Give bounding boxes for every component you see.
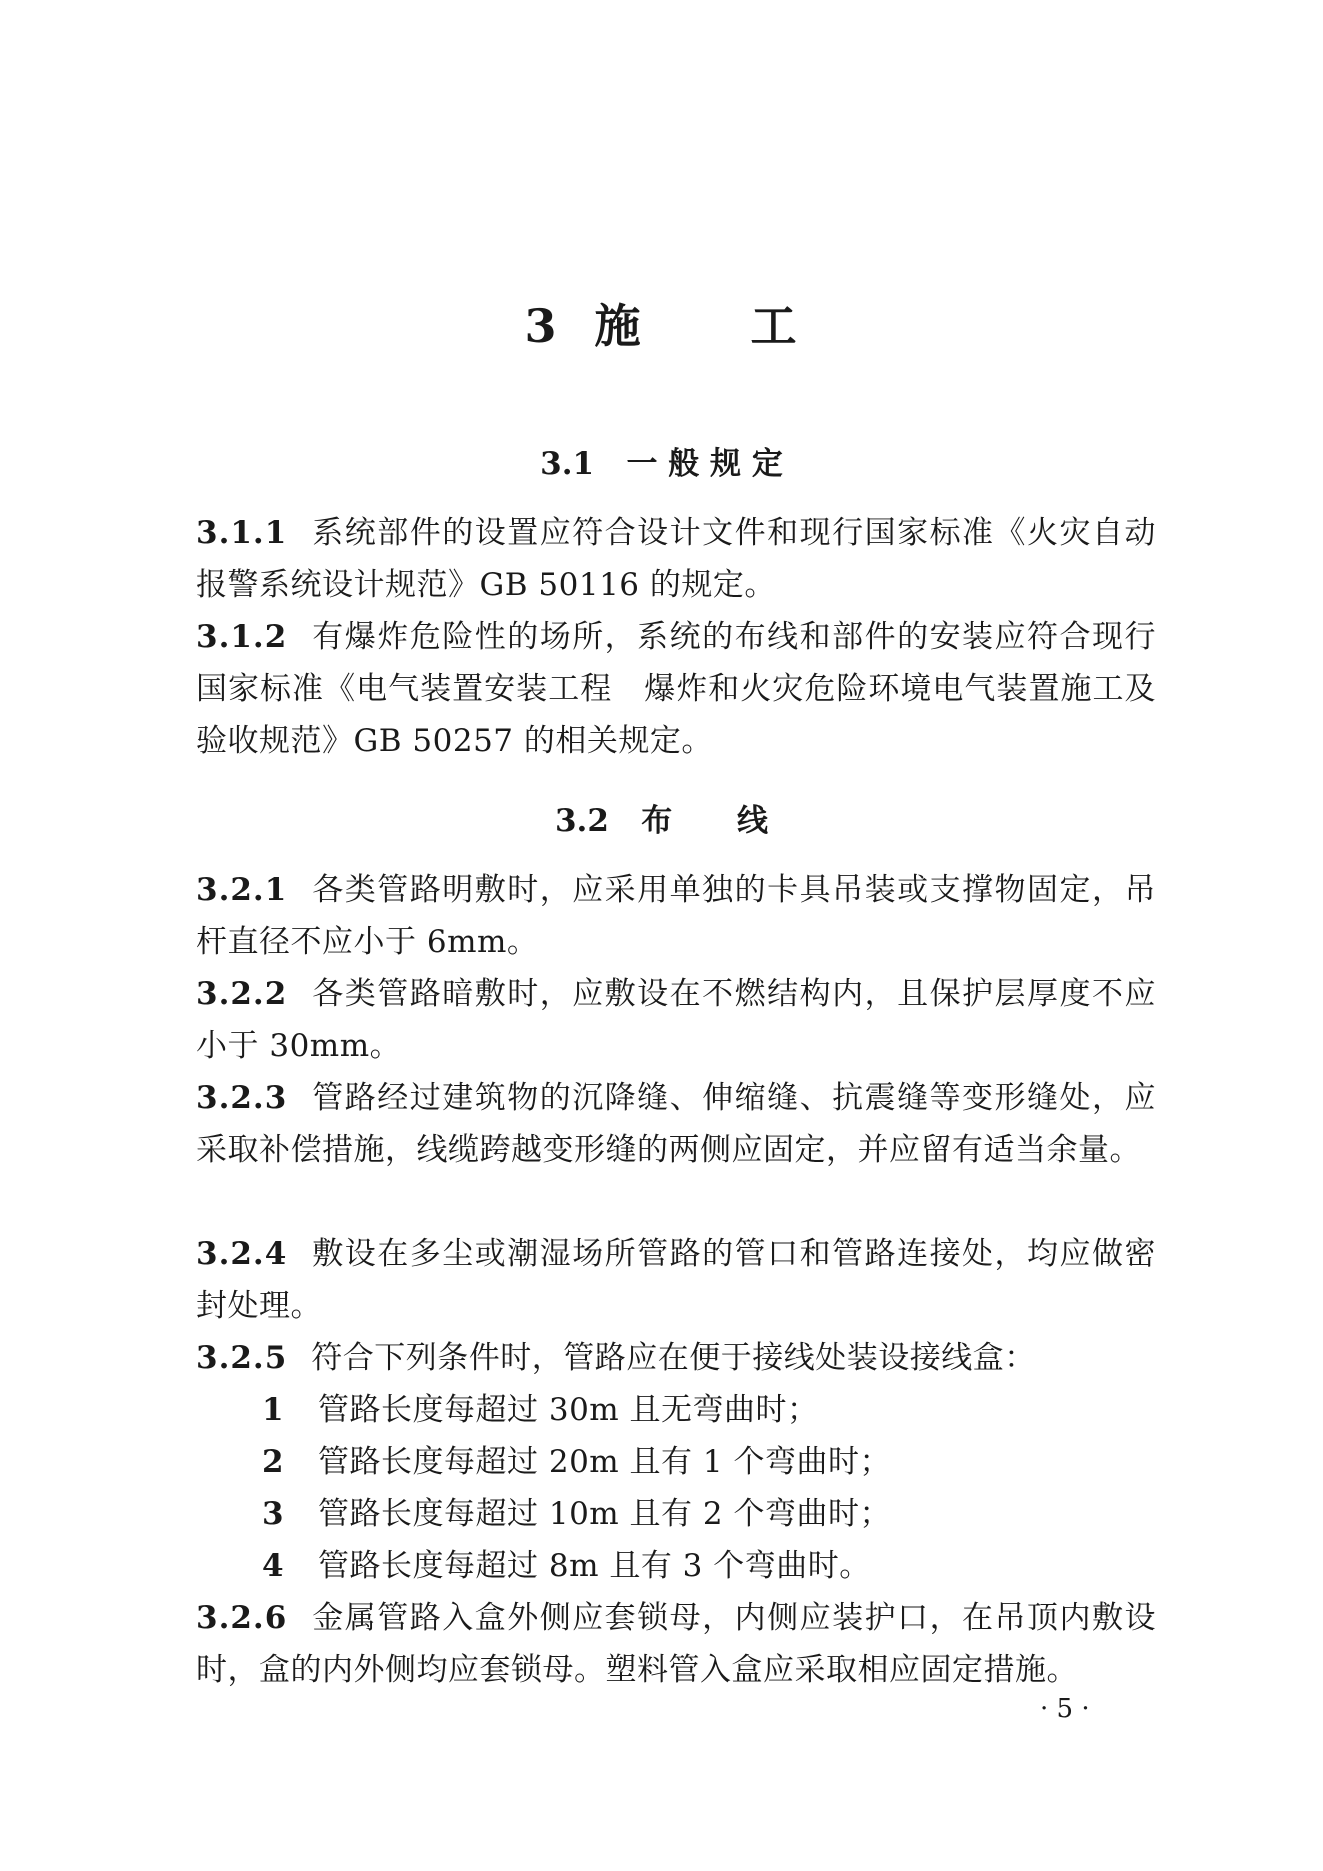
- list-item-number: 3: [262, 1496, 285, 1532]
- list-item: [262, 1436, 1142, 1488]
- clause-number: 3.2.4: [196, 1236, 288, 1272]
- clause-number: 3.2.1: [196, 872, 288, 908]
- list-item: [262, 1540, 1142, 1592]
- list-item-text: 管路长度每超过 30m 且无弯曲时；: [318, 1392, 819, 1428]
- clause-text: 管路经过建筑物的沉降缝、伸缩缝、抗震缝等变形缝处，应采取补偿措施，线缆跨越变形缝的两侧应固定，并应留有适当余量。: [196, 1080, 1156, 1168]
- clause-3-1-2: [196, 611, 1156, 767]
- clause-number: 3.1.2: [196, 619, 288, 655]
- list-item-number: 2: [262, 1444, 285, 1480]
- list-item-text: 管路长度每超过 20m 且有 1 个弯曲时；: [318, 1444, 891, 1480]
- clause-text: 符合下列条件时，管路应在便于接线处装设接线盒：: [311, 1340, 1036, 1376]
- clause-text: 系统部件的设置应符合设计文件和现行国家标准《火灾自动报警系统设计规范》GB 50116 的规定。: [196, 515, 1156, 603]
- clause-3-2-3: [196, 1072, 1156, 1176]
- clause-3-2-4: [196, 1228, 1156, 1332]
- list-item-text: 管路长度每超过 8m 且有 3 个弯曲时。: [318, 1548, 871, 1584]
- clause-3-2-5: [196, 1332, 1156, 1384]
- clause-text: 各类管路明敷时，应采用单独的卡具吊装或支撑物固定，吊杆直径不应小于 6mm。: [196, 872, 1156, 960]
- clause-text: 敷设在多尘或潮湿场所管路的管口和管路连接处，均应做密封处理。: [196, 1236, 1156, 1324]
- clause-3-2-1: [196, 864, 1156, 968]
- list-item: [262, 1384, 1142, 1436]
- clause-3-1-1: [196, 507, 1156, 611]
- clause-text: 金属管路入盒外侧应套锁母，内侧应装护口，在吊顶内敷设时，盒的内外侧均应套锁母。塑料管入盒应采取相应固定措施。: [196, 1600, 1156, 1688]
- chapter-title: 3 施 工: [524, 299, 799, 353]
- clause-3-2-2: [196, 968, 1156, 1072]
- clause-3-2-6: [196, 1592, 1156, 1696]
- clause-text: 有爆炸危险性的场所，系统的布线和部件的安装应符合现行国家标准《电气装置安装工程 爆炸和火灾危险环境电气装置施工及验收规范》GB 50257 的相关规定。: [196, 619, 1156, 759]
- clause-number: 3.1.1: [196, 515, 288, 551]
- list-item: [262, 1488, 1142, 1540]
- clause-number: 3.2.2: [196, 976, 288, 1012]
- clause-number: 3.2.6: [196, 1600, 288, 1636]
- clause-number: 3.2.3: [196, 1080, 288, 1116]
- clause-number: 3.2.5: [196, 1340, 288, 1376]
- section-heading-3-1: 3.1 一 般 规 定: [540, 446, 783, 482]
- list-item-number: 4: [262, 1548, 285, 1584]
- list-item-number: 1: [262, 1392, 285, 1428]
- section-heading-3-2: 3.2 布 线: [554, 803, 769, 839]
- list-item-text: 管路长度每超过 10m 且有 2 个弯曲时；: [318, 1496, 891, 1532]
- page-number: · 5 ·: [1040, 1694, 1090, 1724]
- clause-text: 各类管路暗敷时，应敷设在不燃结构内，且保护层厚度不应小于 30mm。: [196, 976, 1156, 1064]
